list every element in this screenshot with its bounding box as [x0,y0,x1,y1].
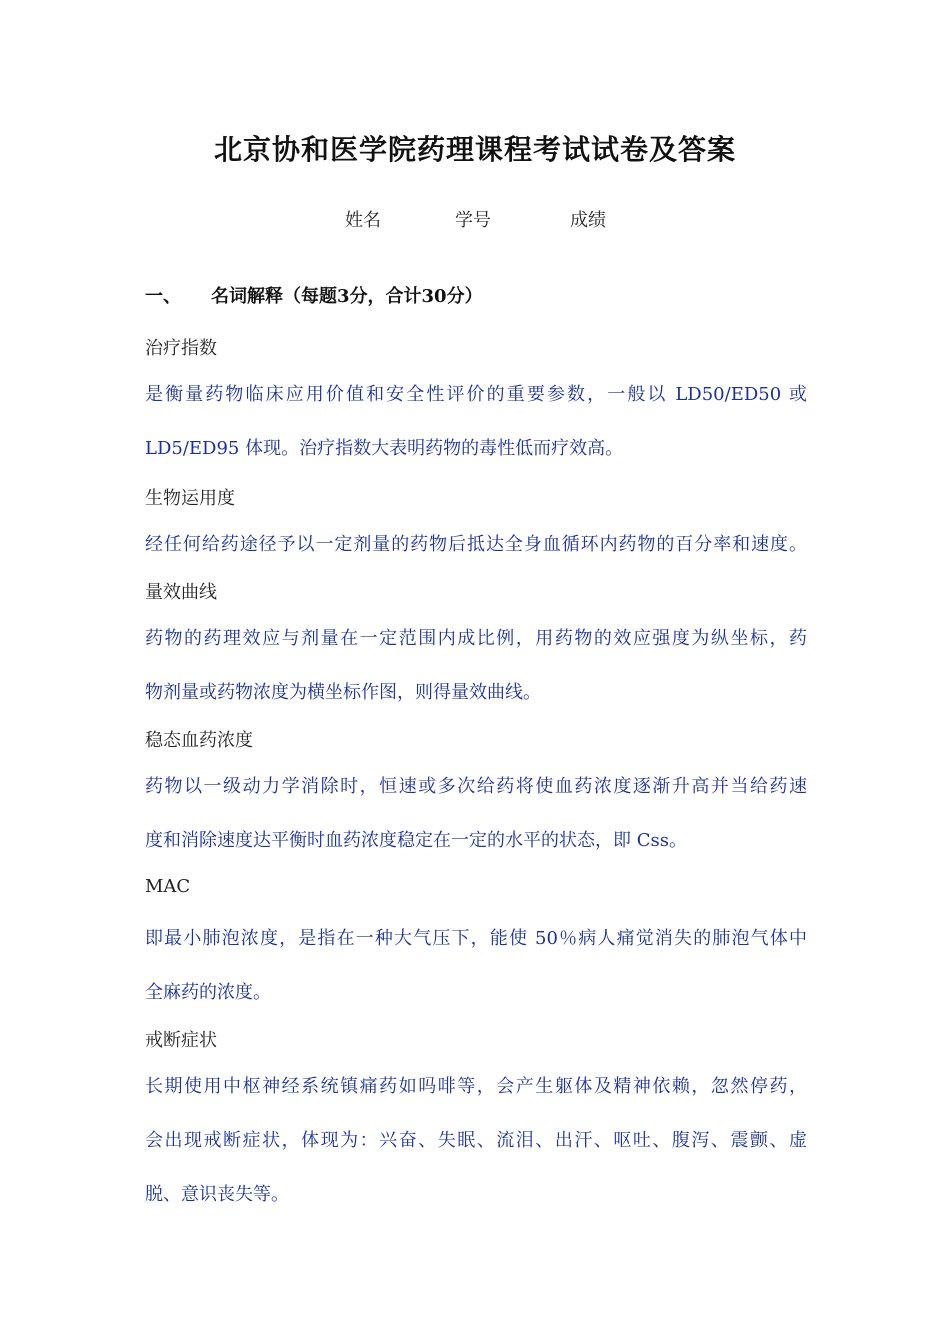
term-dose-response-curve: 量效曲线 [145,582,217,603]
student-id-field-label: 学号 [455,210,491,231]
definition-line: 会出现戒断症状，体现为：兴奋、失眠、流泪、出汗、呕吐、腹泻、震颤、虚 [145,1130,807,1151]
definition-line: 药物的药理效应与剂量在一定范围内成比例，用药物的效应强度为纵坐标，药 [145,628,807,649]
score-field-label: 成绩 [570,210,606,231]
definition-line: 即最小肺泡浓度，是指在一种大气压下，能使 50％病人痛觉消失的肺泡气体中 [145,928,807,949]
definition-line: 脱、意识丧失等。 [145,1184,289,1205]
definition-line: 经任何给药途径予以一定剂量的药物后抵达全身血循环内药物的百分率和速度。 [145,534,807,555]
term-bioavailability: 生物运用度 [145,488,235,509]
name-field-label: 姓名 [345,210,381,231]
document-title: 北京协和医学院药理课程考试试卷及答案 [213,133,736,166]
term-withdrawal-symptoms: 戒断症状 [145,1030,217,1051]
term-mac: MAC [145,876,191,897]
definition-line: 是衡量药物临床应用价值和安全性评价的重要参数，一般以 LD50/ED50 或 [145,384,807,405]
section-heading [145,282,483,308]
section-title: 名词解释（每题3分，合计30分） [211,286,483,307]
definition-line: LD5/ED95 体现。治疗指数大表明药物的毒性低而疗效高。 [145,438,624,459]
definition-line: 药物以一级动力学消除时，恒速或多次给药将使血药浓度逐渐升高并当给药速 [145,776,807,797]
definition-line: 长期使用中枢神经系统镇痛药如吗啡等，会产生躯体及精神依赖，忽然停药， [145,1076,807,1097]
definition-line: 全麻药的浓度。 [145,982,271,1003]
term-therapeutic-index: 治疗指数 [145,338,217,359]
section-number: 一、 [145,286,181,307]
definition-line: 度和消除速度达平衡时血药浓度稳定在一定的水平的状态，即 Css。 [145,830,687,851]
term-steady-state-concentration: 稳态血药浓度 [145,730,253,751]
definition-line: 物剂量或药物浓度为横坐标作图，则得量效曲线。 [145,682,541,703]
